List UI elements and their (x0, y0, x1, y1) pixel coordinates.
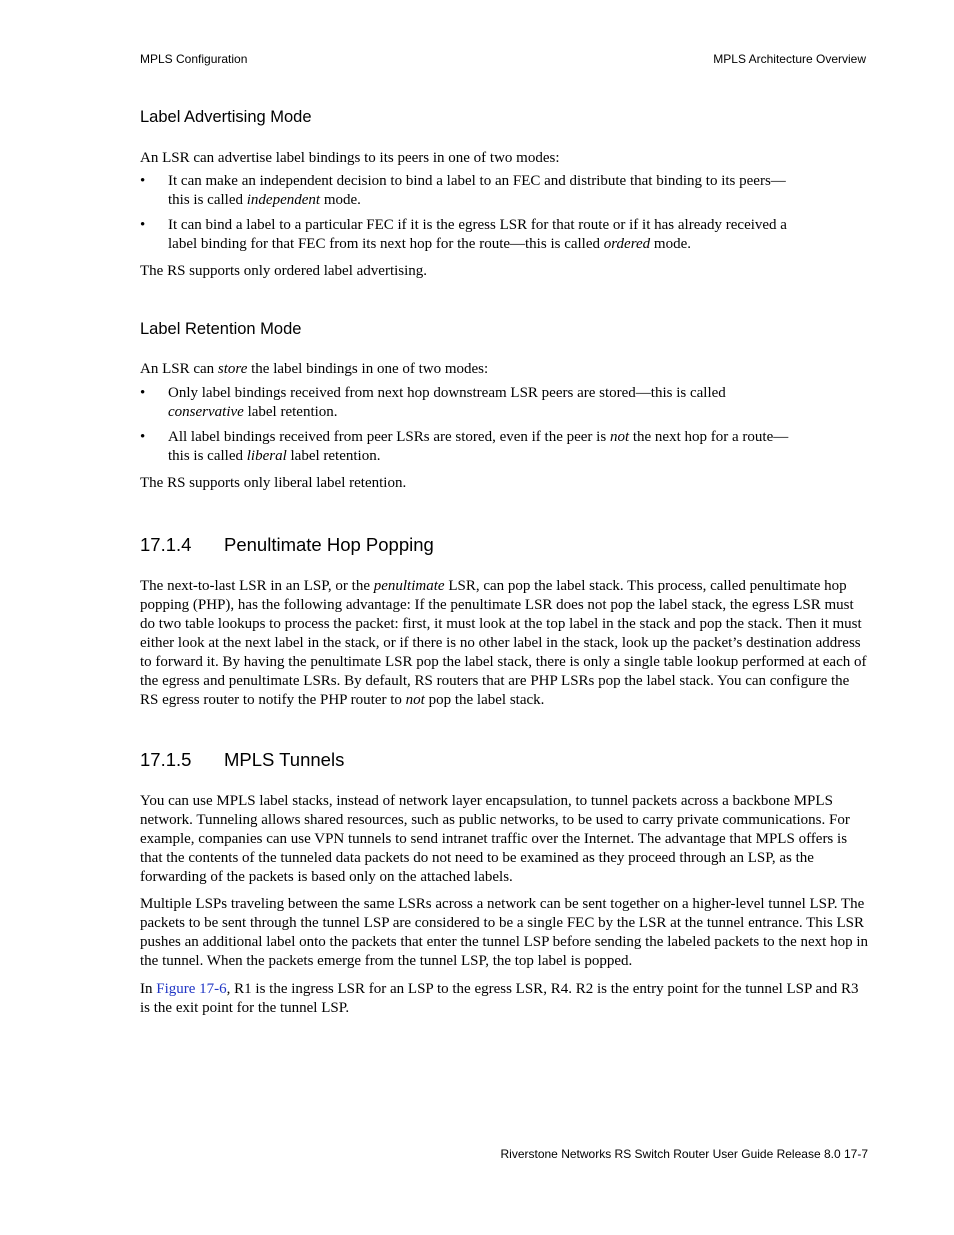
section-title: Penultimate Hop Popping (224, 534, 434, 555)
retention-intro: An LSR can store the label bindings in one of two modes: (140, 361, 489, 377)
heading-mpls-tunnels (140, 749, 344, 771)
tunnels-paragraph-2: Multiple LSPs traveling between the same LSRs across a network can be sent together on a higher-level tunnel LSP. The packets to be sent through the tunnel LSP are considered to be a single FEC by the LSR at the tunnel entrance. This LSR pushes an additional label onto the packets that enter the tunnel LSP before sending the labeled packets to the next hop in the tunnel. When the packets emerge from the tunnel LSP, the top label is popped. (140, 896, 868, 969)
bullet-text: All label bindings received from peer LSRs are stored, even if the peer is not the next hop for a route—this is called liberal label retention. (168, 429, 789, 464)
heading-penultimate-hop-popping (140, 534, 434, 556)
header-section: MPLS Architecture Overview (713, 52, 866, 66)
bullet-text: Only label bindings received from next hop downstream LSR peers are stored—this is called conservative label retention. (168, 385, 726, 420)
heading-label-advertising-mode: Label Advertising Mode (140, 108, 312, 126)
tunnels-paragraph-1: You can use MPLS label stacks, instead of network layer encapsulation, to tunnel packets across a backbone MPLS network. Tunneling allows shared resources, such as public networks, to be used to carry private communications. For example, companies can use VPN tunnels to send intranet traffic over the Internet. The advantage that MPLS offers is that the contents of the tunneled data packets do not need to be examined as they proceed through an LSP, as the forwarding of the packets is based only on the attached labels. (140, 793, 850, 885)
tunnels-paragraph-3: In Figure 17-6, R1 is the ingress LSR for an LSP to the egress LSR, R4. R2 is the entry point for the tunnel LSP and R3 is the exit point for the tunnel LSP. (140, 981, 859, 1016)
bullet-text: It can bind a label to a particular FEC if it is the egress LSR for that route or if it has already received a label binding for that FEC from its next hop for the route—this is called ordered mode. (168, 217, 787, 252)
section-number: 17.1.4 (140, 534, 192, 555)
retention-closing: The RS supports only liberal label retention. (140, 475, 407, 491)
bullet-marker: • (140, 385, 146, 401)
advertising-closing: The RS supports only ordered label advertising. (140, 263, 428, 279)
header-chapter: MPLS Configuration (140, 52, 248, 66)
bullet-marker: • (140, 429, 146, 445)
advertising-intro: An LSR can advertise label bindings to its peers in one of two modes: (140, 150, 560, 166)
php-paragraph: The next-to-last LSR in an LSP, or the penultimate LSR, can pop the label stack. This process, called penultimate hop popping (PHP), has the following advantage: If the penultimate LSR does not pop the label stack, the egress LSR must do two table lookups to process the packet: first, it must look at the top label in the stack and pop the stack. Then it must either look at the next label in the stack, or if there is no other label in the stack, look up the packet’s destination address to forward it. By having the penultimate LSR pop the label stack, there is only a single table lookup performed at each of the egress and penultimate LSRs. By default, RS routers that are PHP LSRs pop the label stack. You can configure the RS egress router to notify the PHP router to not pop the label stack. (140, 578, 867, 708)
heading-label-retention-mode: Label Retention Mode (140, 320, 302, 338)
figure-link[interactable]: Figure 17-6 (156, 981, 227, 997)
bullet-text: It can make an independent decision to bind a label to an FEC and distribute that binding to its peers—this is called independent mode. (168, 173, 786, 208)
bullet-marker: • (140, 217, 146, 233)
page-footer: Riverstone Networks RS Switch Router User Guide Release 8.0 17-7 (500, 1147, 868, 1161)
bullet-marker: • (140, 173, 146, 189)
section-number: 17.1.5 (140, 749, 192, 770)
section-title: MPLS Tunnels (224, 749, 345, 770)
